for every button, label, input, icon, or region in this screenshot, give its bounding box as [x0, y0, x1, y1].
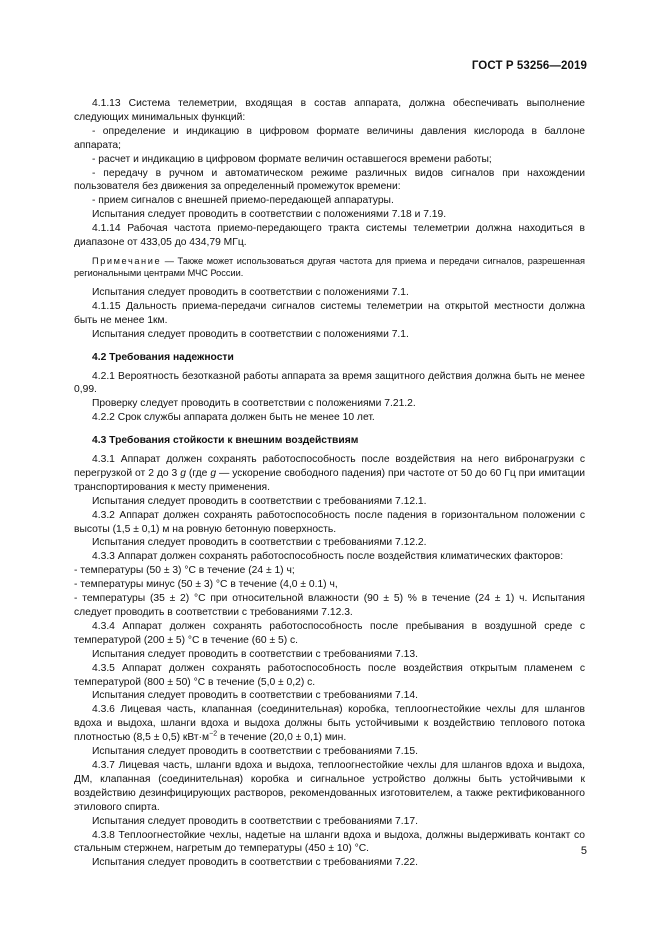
- clause-4-3-3: 4.3.3 Аппарат должен сохранять работоспособность после воздействия климатических факторов:: [92, 551, 564, 563]
- symbol-g: g: [180, 467, 186, 479]
- test-reference: Испытания следует проводить в соответствии с положениями 7.18 и 7.19.: [92, 209, 447, 221]
- test-reference: Испытания следует проводить в соответствии с положениями 7.1.: [92, 328, 409, 340]
- test-reference: Испытания следует проводить в соответствии с требованиями 7.13.: [92, 648, 418, 660]
- exponent: −2: [209, 730, 218, 738]
- clause-4-2-2: 4.2.2 Срок службы аппарата должен быть не менее 10 лет.: [92, 412, 375, 424]
- bullet-item: - прием сигналов с внешней приемо-передающей аппаратуры.: [92, 195, 394, 207]
- section-heading-4-3: 4.3 Требования стойкости к внешним воздействиям: [92, 435, 359, 447]
- clause-text: 4.3.1 Аппарат должен сохранять работоспособность после воздействия на него вибронагрузки с перегрузкой от 2 до 3: [74, 454, 585, 479]
- clause-4-3-5: 4.3.5 Аппарат должен сохранять работоспособность после воздействия открытым пламенем с температурой (800 ± 50) °С в течение (5,0 ± 0,2) с.: [74, 662, 585, 688]
- bullet-item: - передачу в ручном и автоматическом режиме различных видов сигналов при нахождении пользователя без движения за определенный промежуток времени:: [74, 167, 585, 193]
- test-reference: Испытания следует проводить в соответствии с положениями 7.1.: [92, 286, 409, 298]
- clause-4-3-2: 4.3.2 Аппарат должен сохранять работоспособность после падения в горизонтальном положении с высоты (1,5 ± 0,1) м на ровную бетонную поверхность.: [74, 509, 585, 535]
- test-reference: Испытания следует проводить в соответствии с требованиями 7.17.: [92, 815, 418, 827]
- bullet-item: - расчет и индикацию в цифровом формате величин оставшегося времени работы;: [92, 153, 492, 165]
- clause-4-1-15: 4.1.15 Дальность приема-передачи сигналов системы телеметрии на открытой местности должна быть не менее 1км.: [74, 300, 585, 326]
- note-label: Примечание: [92, 255, 162, 266]
- bullet-item: - температуры (35 ± 2) °С при относительной влажности (90 ± 5) % в течение (24 ± 1) ч. Испытания следует проводить в соответствии с требованиями 7.12.3.: [74, 593, 585, 618]
- clause-4-1-14: 4.1.14 Рабочая частота приемо-передающего тракта системы телеметрии должна находиться в диапазоне от 433,05 до 434,79 МГц.: [74, 223, 585, 249]
- clause-4-3-7: 4.3.7 Лицевая часть, шланги вдоха и выдоха, теплоогнестойкие чехлы для шлангов вдоха и выдоха, ДМ, клапанная (соединительная) коробка и сигнальное устройство должны быть устойчивыми к воздействию дезинфицирующих растворов, рекомендованных изготовителем, а также ректификованного этилового спирта.: [74, 759, 585, 813]
- document-code-header: ГОСТ Р 53256—2019: [471, 60, 587, 72]
- clause-4-3-8: 4.3.8 Теплоогнестойкие чехлы, надетые на шланги вдоха и выдоха, должны выдерживать контакт со стальным стержнем, нагретым до температуры (450 ± 10) °С.: [74, 829, 585, 855]
- clause-text: — ускорение свободного падения) при частоте от 50 до 60 Гц при имитации транспортирования к месту применения.: [74, 467, 585, 493]
- clause-4-2-1: 4.2.1 Вероятность безотказной работы аппарата за время защитного действия должна быть не менее 0,99.: [74, 370, 585, 396]
- test-reference: Испытания следует проводить в соответствии с требованиями 7.22.: [92, 857, 418, 869]
- symbol-g: g: [210, 467, 217, 479]
- test-reference: Испытания следует проводить в соответствии с требованиями 7.15.: [92, 746, 418, 758]
- clause-text: 4.3.6 Лицевая часть, клапанная (соединительная) коробка, теплоогнестойкие чехлы для шлангов вдоха и выдоха, шланги вдоха и выдоха должны быть устойчивыми к воздействию теплового потока плотностью (8,5 ± 0,5) кВт·м: [74, 704, 585, 744]
- bullet-item: - определение и индикацию в цифровом формате величины давления кислорода в баллоне аппарата;: [74, 125, 585, 151]
- bullet-item: - температуры минус (50 ± 3) °С в течение (4,0 ± 0.1) ч,: [74, 579, 338, 591]
- bullet-item: - температуры (50 ± 3) °С в течение (24 ± 1) ч;: [74, 565, 295, 577]
- clause-4-1-13: 4.1.13 Система телеметрии, входящая в состав аппарата, должна обеспечивать выполнение следующих минимальных функций:: [74, 98, 585, 123]
- clause-4-3-1: [74, 453, 585, 495]
- page-number: 5: [580, 845, 587, 857]
- test-reference: Испытания следует проводить в соответствии с требованиями 7.12.1.: [92, 495, 427, 507]
- clause-text: в течение (20,0 ± 0,1) мин.: [217, 732, 347, 744]
- test-reference: Проверку следует проводить в соответствии с положениями 7.21.2.: [92, 398, 416, 410]
- clause-text: (где: [185, 467, 211, 479]
- clause-4-3-4: 4.3.4 Аппарат должен сохранять работоспособность после пребывания в воздушной среде с температурой (200 ± 5) °С в течение (60 ± 5) с.: [74, 620, 585, 646]
- section-heading-4-2: 4.2 Требования надежности: [92, 351, 234, 363]
- page-body: [74, 97, 585, 870]
- test-reference: Испытания следует проводить в соответствии с требованиями 7.12.2.: [92, 537, 427, 549]
- note-text: — Также может использоваться другая частота для приема и передачи сигналов, разрешенная региональными центрами МЧС России.: [74, 255, 585, 278]
- test-reference: Испытания следует проводить в соответствии с требованиями 7.14.: [92, 690, 418, 702]
- clause-4-3-6: [74, 703, 585, 745]
- note: [74, 255, 585, 279]
